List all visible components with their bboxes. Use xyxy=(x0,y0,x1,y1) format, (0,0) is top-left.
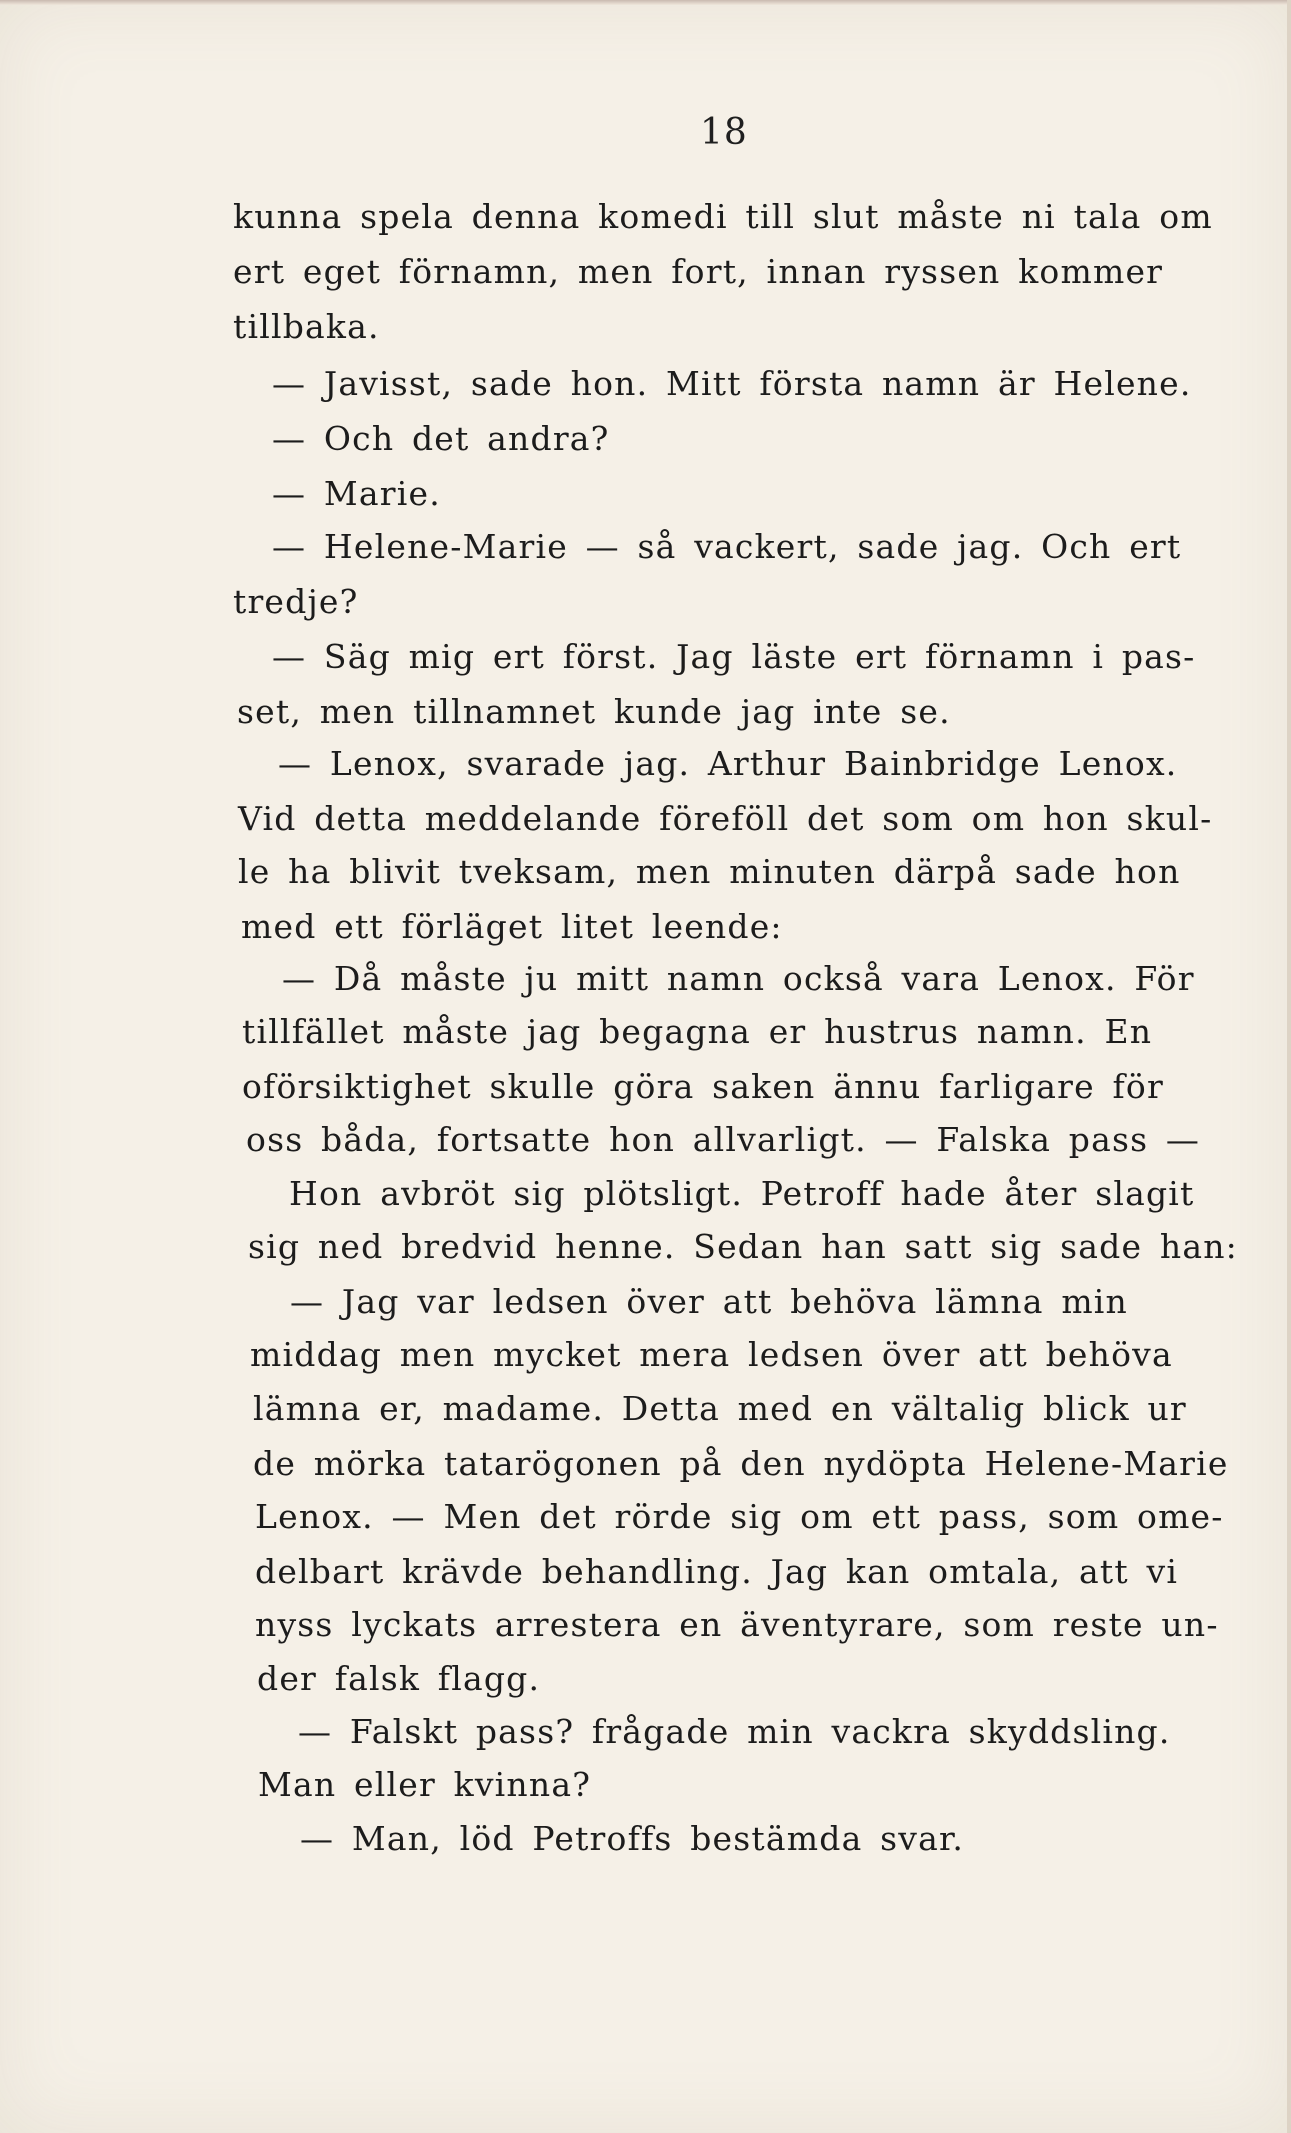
text-line: Lenox. — Men det rörde sig om ett pass, som ome- xyxy=(255,1497,1224,1536)
text-line: med ett förläget litet leende: xyxy=(241,907,783,946)
text-line: tredje? xyxy=(233,582,359,621)
text-line: middag men mycket mera ledsen över att behöva xyxy=(250,1335,1173,1374)
text-line: — Lenox, svarade jag. Arthur Bainbridge Lenox. xyxy=(278,744,1178,783)
text-line: — Javisst, sade hon. Mitt första namn är Helene. xyxy=(272,364,1192,403)
text-line: kunna spela denna komedi till slut måste ni tala om xyxy=(233,197,1213,236)
text-line: tillfället måste jag begagna er hustrus namn. En xyxy=(242,1012,1153,1051)
text-line: le ha blivit tveksam, men minuten därpå sade hon xyxy=(238,852,1181,891)
text-line: lämna er, madame. Detta med en vältalig blick ur xyxy=(253,1389,1187,1428)
page-number: 18 xyxy=(700,112,748,153)
text-line: Man eller kvinna? xyxy=(258,1765,592,1804)
text-line: — Falskt pass? frågade min vackra skyddsling. xyxy=(298,1712,1171,1751)
text-line: der falsk flagg. xyxy=(257,1659,541,1698)
text-line: de mörka tatarögonen på den nydöpta Helene-Marie xyxy=(253,1444,1229,1483)
text-line: oförsiktighet skulle göra saken ännu farligare för xyxy=(242,1067,1164,1106)
text-line: nyss lyckats arrestera en äventyrare, som reste un- xyxy=(255,1605,1219,1644)
text-line: — Då måste ju mitt namn också vara Lenox. För xyxy=(282,959,1195,998)
text-line: — Och det andra? xyxy=(272,419,610,458)
text-line: delbart krävde behandling. Jag kan omtala, att vi xyxy=(255,1552,1179,1591)
text-line: Vid detta meddelande föreföll det som om hon skul- xyxy=(238,799,1213,838)
text-line: oss båda, fortsatte hon allvarligt. — Falska pass — xyxy=(246,1120,1201,1159)
text-line: Hon avbröt sig plötsligt. Petroff hade åter slagit xyxy=(289,1174,1195,1213)
text-line: — Jag var ledsen över att behöva lämna min xyxy=(290,1282,1129,1321)
text-line: — Marie. xyxy=(272,474,441,513)
text-line: sig ned bredvid henne. Sedan han satt sig sade han: xyxy=(248,1227,1238,1266)
text-line: ert eget förnamn, men fort, innan ryssen kommer xyxy=(233,252,1164,291)
text-line: set, men tillnamnet kunde jag inte se. xyxy=(237,692,951,731)
text-line: — Säg mig ert först. Jag läste ert förnamn i pas- xyxy=(272,637,1196,676)
text-line: tillbaka. xyxy=(233,307,380,346)
text-line: — Man, löd Petroffs bestämda svar. xyxy=(300,1819,965,1858)
text-line: — Helene-Marie — så vackert, sade jag. Och ert xyxy=(272,527,1182,566)
